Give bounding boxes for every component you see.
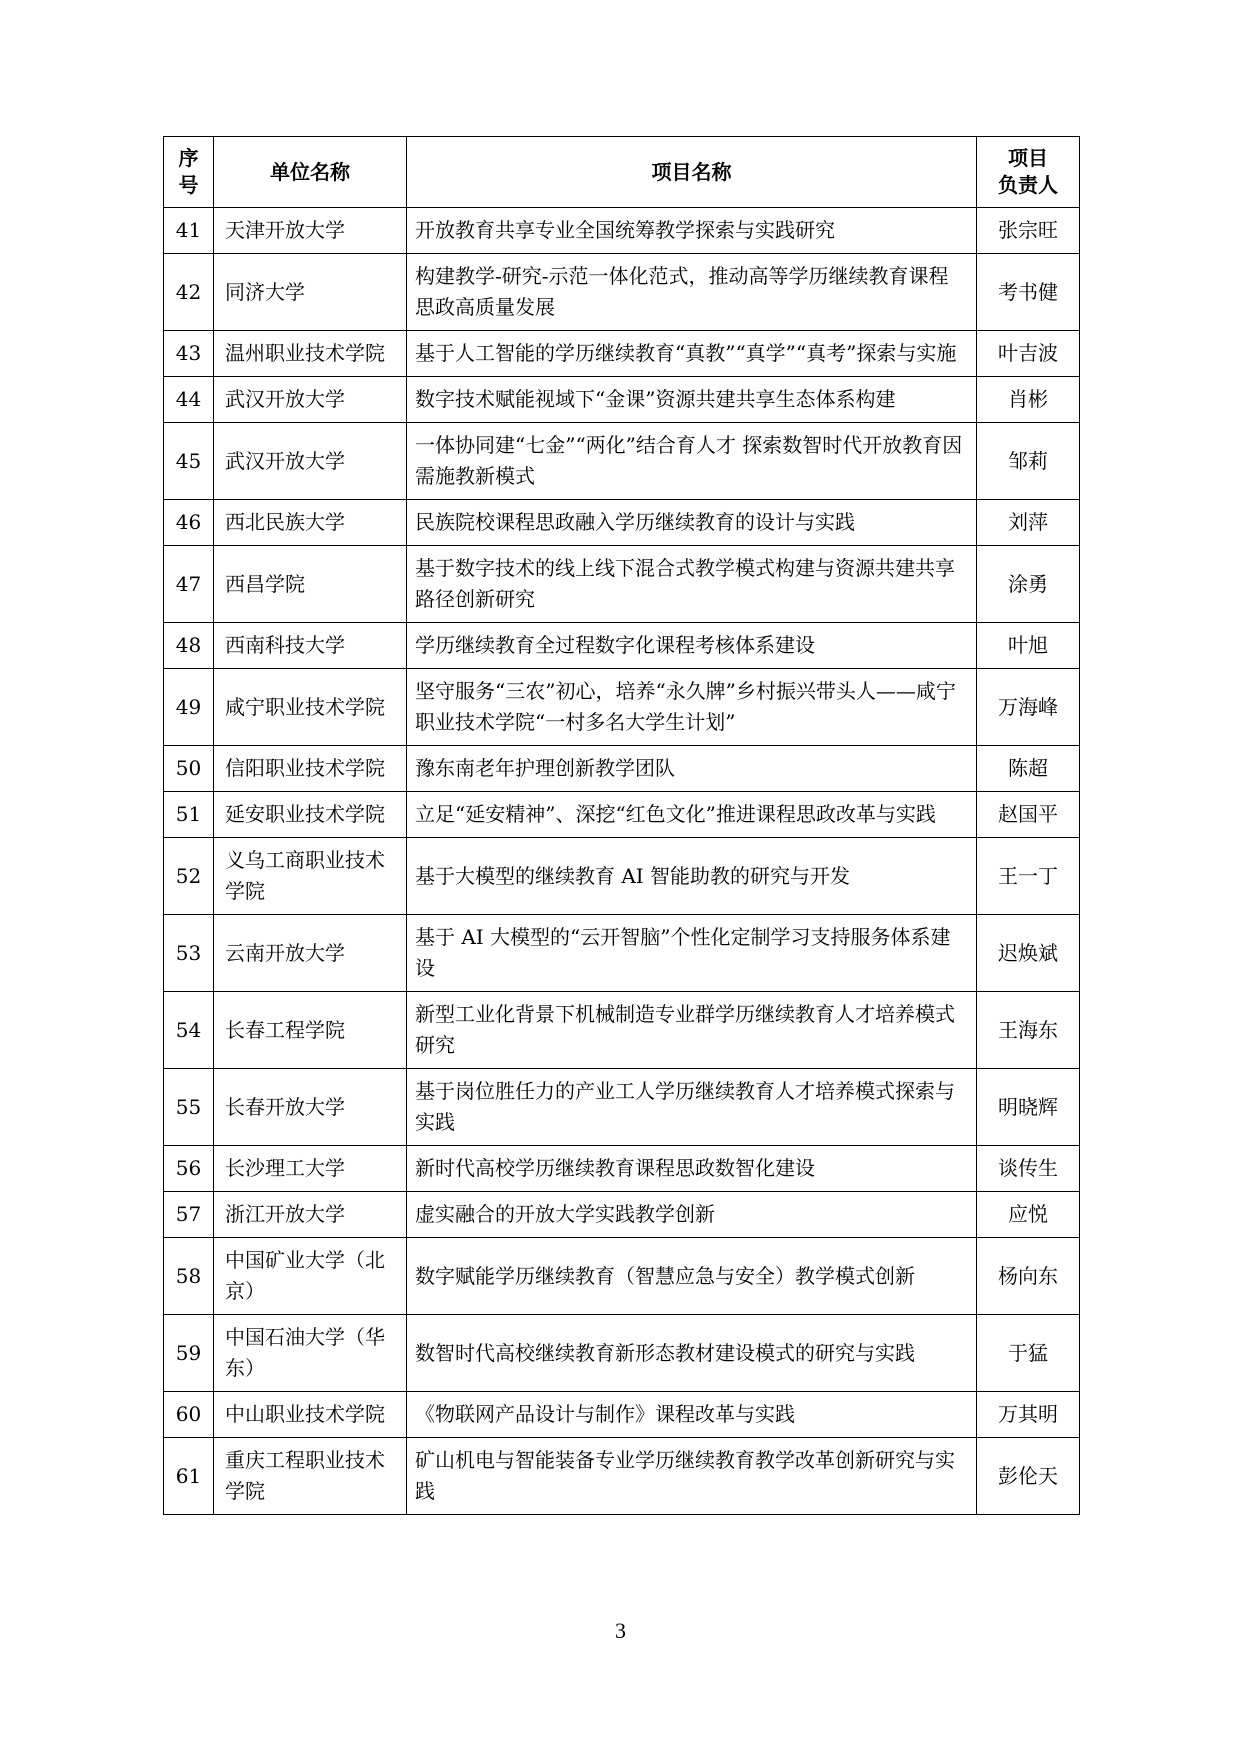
- serial-number-cell: 58: [164, 1238, 214, 1315]
- leader-name-cell: 万其明: [977, 1392, 1080, 1438]
- table-row: [164, 915, 1080, 992]
- table-header-row: [164, 137, 1080, 208]
- leader-name-cell: 张宗旺: [977, 208, 1080, 254]
- leader-name-cell: 叶吉波: [977, 331, 1080, 377]
- project-table-body: [164, 208, 1080, 1515]
- table-row: [164, 1069, 1080, 1146]
- table-row: [164, 838, 1080, 915]
- organization-cell: 中国石油大学（华东）: [214, 1315, 407, 1392]
- table-row: [164, 208, 1080, 254]
- organization-cell: 浙江开放大学: [214, 1192, 407, 1238]
- serial-number-cell: 47: [164, 546, 214, 623]
- table-row: [164, 1315, 1080, 1392]
- project-name-cell: 基于岗位胜任力的产业工人学历继续教育人才培养模式探索与实践: [407, 1069, 977, 1146]
- project-name-cell: 《物联网产品设计与制作》课程改革与实践: [407, 1392, 977, 1438]
- serial-number-cell: 60: [164, 1392, 214, 1438]
- project-name-cell: 构建教学-研究-示范一体化范式，推动高等学历继续教育课程思政高质量发展: [407, 254, 977, 331]
- serial-number-cell: 44: [164, 377, 214, 423]
- serial-number-cell: 49: [164, 669, 214, 746]
- project-name-cell: 数字赋能学历继续教育（智慧应急与安全）教学模式创新: [407, 1238, 977, 1315]
- organization-cell: 信阳职业技术学院: [214, 746, 407, 792]
- serial-number-cell: 55: [164, 1069, 214, 1146]
- header-leader-line2: 负责人: [998, 173, 1058, 197]
- serial-number-cell: 56: [164, 1146, 214, 1192]
- table-row: [164, 992, 1080, 1069]
- organization-cell: 天津开放大学: [214, 208, 407, 254]
- organization-cell: 长春开放大学: [214, 1069, 407, 1146]
- project-name-cell: 基于大模型的继续教育 AI 智能助教的研究与开发: [407, 838, 977, 915]
- leader-name-cell: 明晓辉: [977, 1069, 1080, 1146]
- organization-cell: 武汉开放大学: [214, 423, 407, 500]
- table-row: [164, 1192, 1080, 1238]
- project-name-cell: 数字技术赋能视域下“金课”资源共建共享生态体系构建: [407, 377, 977, 423]
- table-row: [164, 1238, 1080, 1315]
- serial-number-cell: 46: [164, 500, 214, 546]
- leader-name-cell: 王一丁: [977, 838, 1080, 915]
- organization-cell: 中山职业技术学院: [214, 1392, 407, 1438]
- organization-cell: 咸宁职业技术学院: [214, 669, 407, 746]
- project-table: [163, 136, 1080, 1515]
- table-row: [164, 254, 1080, 331]
- serial-number-cell: 61: [164, 1438, 214, 1515]
- organization-cell: 长沙理工大学: [214, 1146, 407, 1192]
- organization-cell: 义乌工商职业技术学院: [214, 838, 407, 915]
- serial-number-cell: 50: [164, 746, 214, 792]
- organization-cell: 中国矿业大学（北京）: [214, 1238, 407, 1315]
- leader-name-cell: 考书健: [977, 254, 1080, 331]
- leader-name-cell: 彭伦天: [977, 1438, 1080, 1515]
- table-row: [164, 669, 1080, 746]
- project-name-cell: 矿山机电与智能装备专业学历继续教育教学改革创新研究与实践: [407, 1438, 977, 1515]
- table-row: [164, 546, 1080, 623]
- project-name-cell: 立足“延安精神”、深挖“红色文化”推进课程思政改革与实践: [407, 792, 977, 838]
- organization-cell: 延安职业技术学院: [214, 792, 407, 838]
- leader-name-cell: 涂勇: [977, 546, 1080, 623]
- project-name-cell: 一体协同建“七金”“两化”结合育人才 探索数智时代开放教育因需施教新模式: [407, 423, 977, 500]
- project-name-cell: 基于 AI 大模型的“云开智脑”个性化定制学习支持服务体系建设: [407, 915, 977, 992]
- leader-name-cell: 应悦: [977, 1192, 1080, 1238]
- project-name-cell: 虚实融合的开放大学实践教学创新: [407, 1192, 977, 1238]
- leader-name-cell: 邹莉: [977, 423, 1080, 500]
- page-number: 3: [615, 1618, 626, 1643]
- project-name-cell: 学历继续教育全过程数字化课程考核体系建设: [407, 623, 977, 669]
- serial-number-cell: 52: [164, 838, 214, 915]
- project-name-cell: 基于数字技术的线上线下混合式教学模式构建与资源共建共享路径创新研究: [407, 546, 977, 623]
- leader-name-cell: 刘萍: [977, 500, 1080, 546]
- serial-number-cell: 54: [164, 992, 214, 1069]
- serial-number-cell: 57: [164, 1192, 214, 1238]
- table-row: [164, 331, 1080, 377]
- leader-name-cell: 谈传生: [977, 1146, 1080, 1192]
- project-name-cell: 新型工业化背景下机械制造专业群学历继续教育人才培养模式研究: [407, 992, 977, 1069]
- header-leader-line1: 项目: [1008, 146, 1048, 170]
- project-name-cell: 豫东南老年护理创新教学团队: [407, 746, 977, 792]
- leader-name-cell: 杨向东: [977, 1238, 1080, 1315]
- organization-cell: 长春工程学院: [214, 992, 407, 1069]
- serial-number-cell: 48: [164, 623, 214, 669]
- project-name-cell: 数智时代高校继续教育新形态教材建设模式的研究与实践: [407, 1315, 977, 1392]
- serial-number-cell: 59: [164, 1315, 214, 1392]
- serial-number-cell: 45: [164, 423, 214, 500]
- organization-cell: 武汉开放大学: [214, 377, 407, 423]
- organization-cell: 重庆工程职业技术学院: [214, 1438, 407, 1515]
- serial-number-cell: 53: [164, 915, 214, 992]
- table-row: [164, 1438, 1080, 1515]
- serial-number-cell: 43: [164, 331, 214, 377]
- project-name-cell: 新时代高校学历继续教育课程思政数智化建设: [407, 1146, 977, 1192]
- leader-name-cell: 于猛: [977, 1315, 1080, 1392]
- project-name-cell: 开放教育共享专业全国统筹教学探索与实践研究: [407, 208, 977, 254]
- organization-cell: 云南开放大学: [214, 915, 407, 992]
- organization-cell: 西北民族大学: [214, 500, 407, 546]
- project-name-cell: 坚守服务“三农”初心，培养“永久牌”乡村振兴带头人——咸宁职业技术学院“一村多名大学生计划”: [407, 669, 977, 746]
- organization-cell: 温州职业技术学院: [214, 331, 407, 377]
- table-row: [164, 423, 1080, 500]
- leader-name-cell: 叶旭: [977, 623, 1080, 669]
- project-name-cell: 基于人工智能的学历继续教育“真教”“真学”“真考”探索与实施: [407, 331, 977, 377]
- header-organization: 单位名称: [214, 137, 407, 208]
- header-serial-number: 序号: [164, 137, 214, 208]
- organization-cell: 西南科技大学: [214, 623, 407, 669]
- organization-cell: 西昌学院: [214, 546, 407, 623]
- leader-name-cell: 陈超: [977, 746, 1080, 792]
- leader-name-cell: 万海峰: [977, 669, 1080, 746]
- leader-name-cell: 肖彬: [977, 377, 1080, 423]
- serial-number-cell: 51: [164, 792, 214, 838]
- table-row: [164, 623, 1080, 669]
- table-row: [164, 500, 1080, 546]
- project-name-cell: 民族院校课程思政融入学历继续教育的设计与实践: [407, 500, 977, 546]
- serial-number-cell: 42: [164, 254, 214, 331]
- table-row: [164, 792, 1080, 838]
- serial-number-cell: 41: [164, 208, 214, 254]
- table-row: [164, 1392, 1080, 1438]
- table-row: [164, 1146, 1080, 1192]
- table-row: [164, 746, 1080, 792]
- header-project-name: 项目名称: [407, 137, 977, 208]
- leader-name-cell: 迟焕斌: [977, 915, 1080, 992]
- header-project-leader: [977, 137, 1080, 208]
- table-row: [164, 377, 1080, 423]
- organization-cell: 同济大学: [214, 254, 407, 331]
- leader-name-cell: 赵国平: [977, 792, 1080, 838]
- leader-name-cell: 王海东: [977, 992, 1080, 1069]
